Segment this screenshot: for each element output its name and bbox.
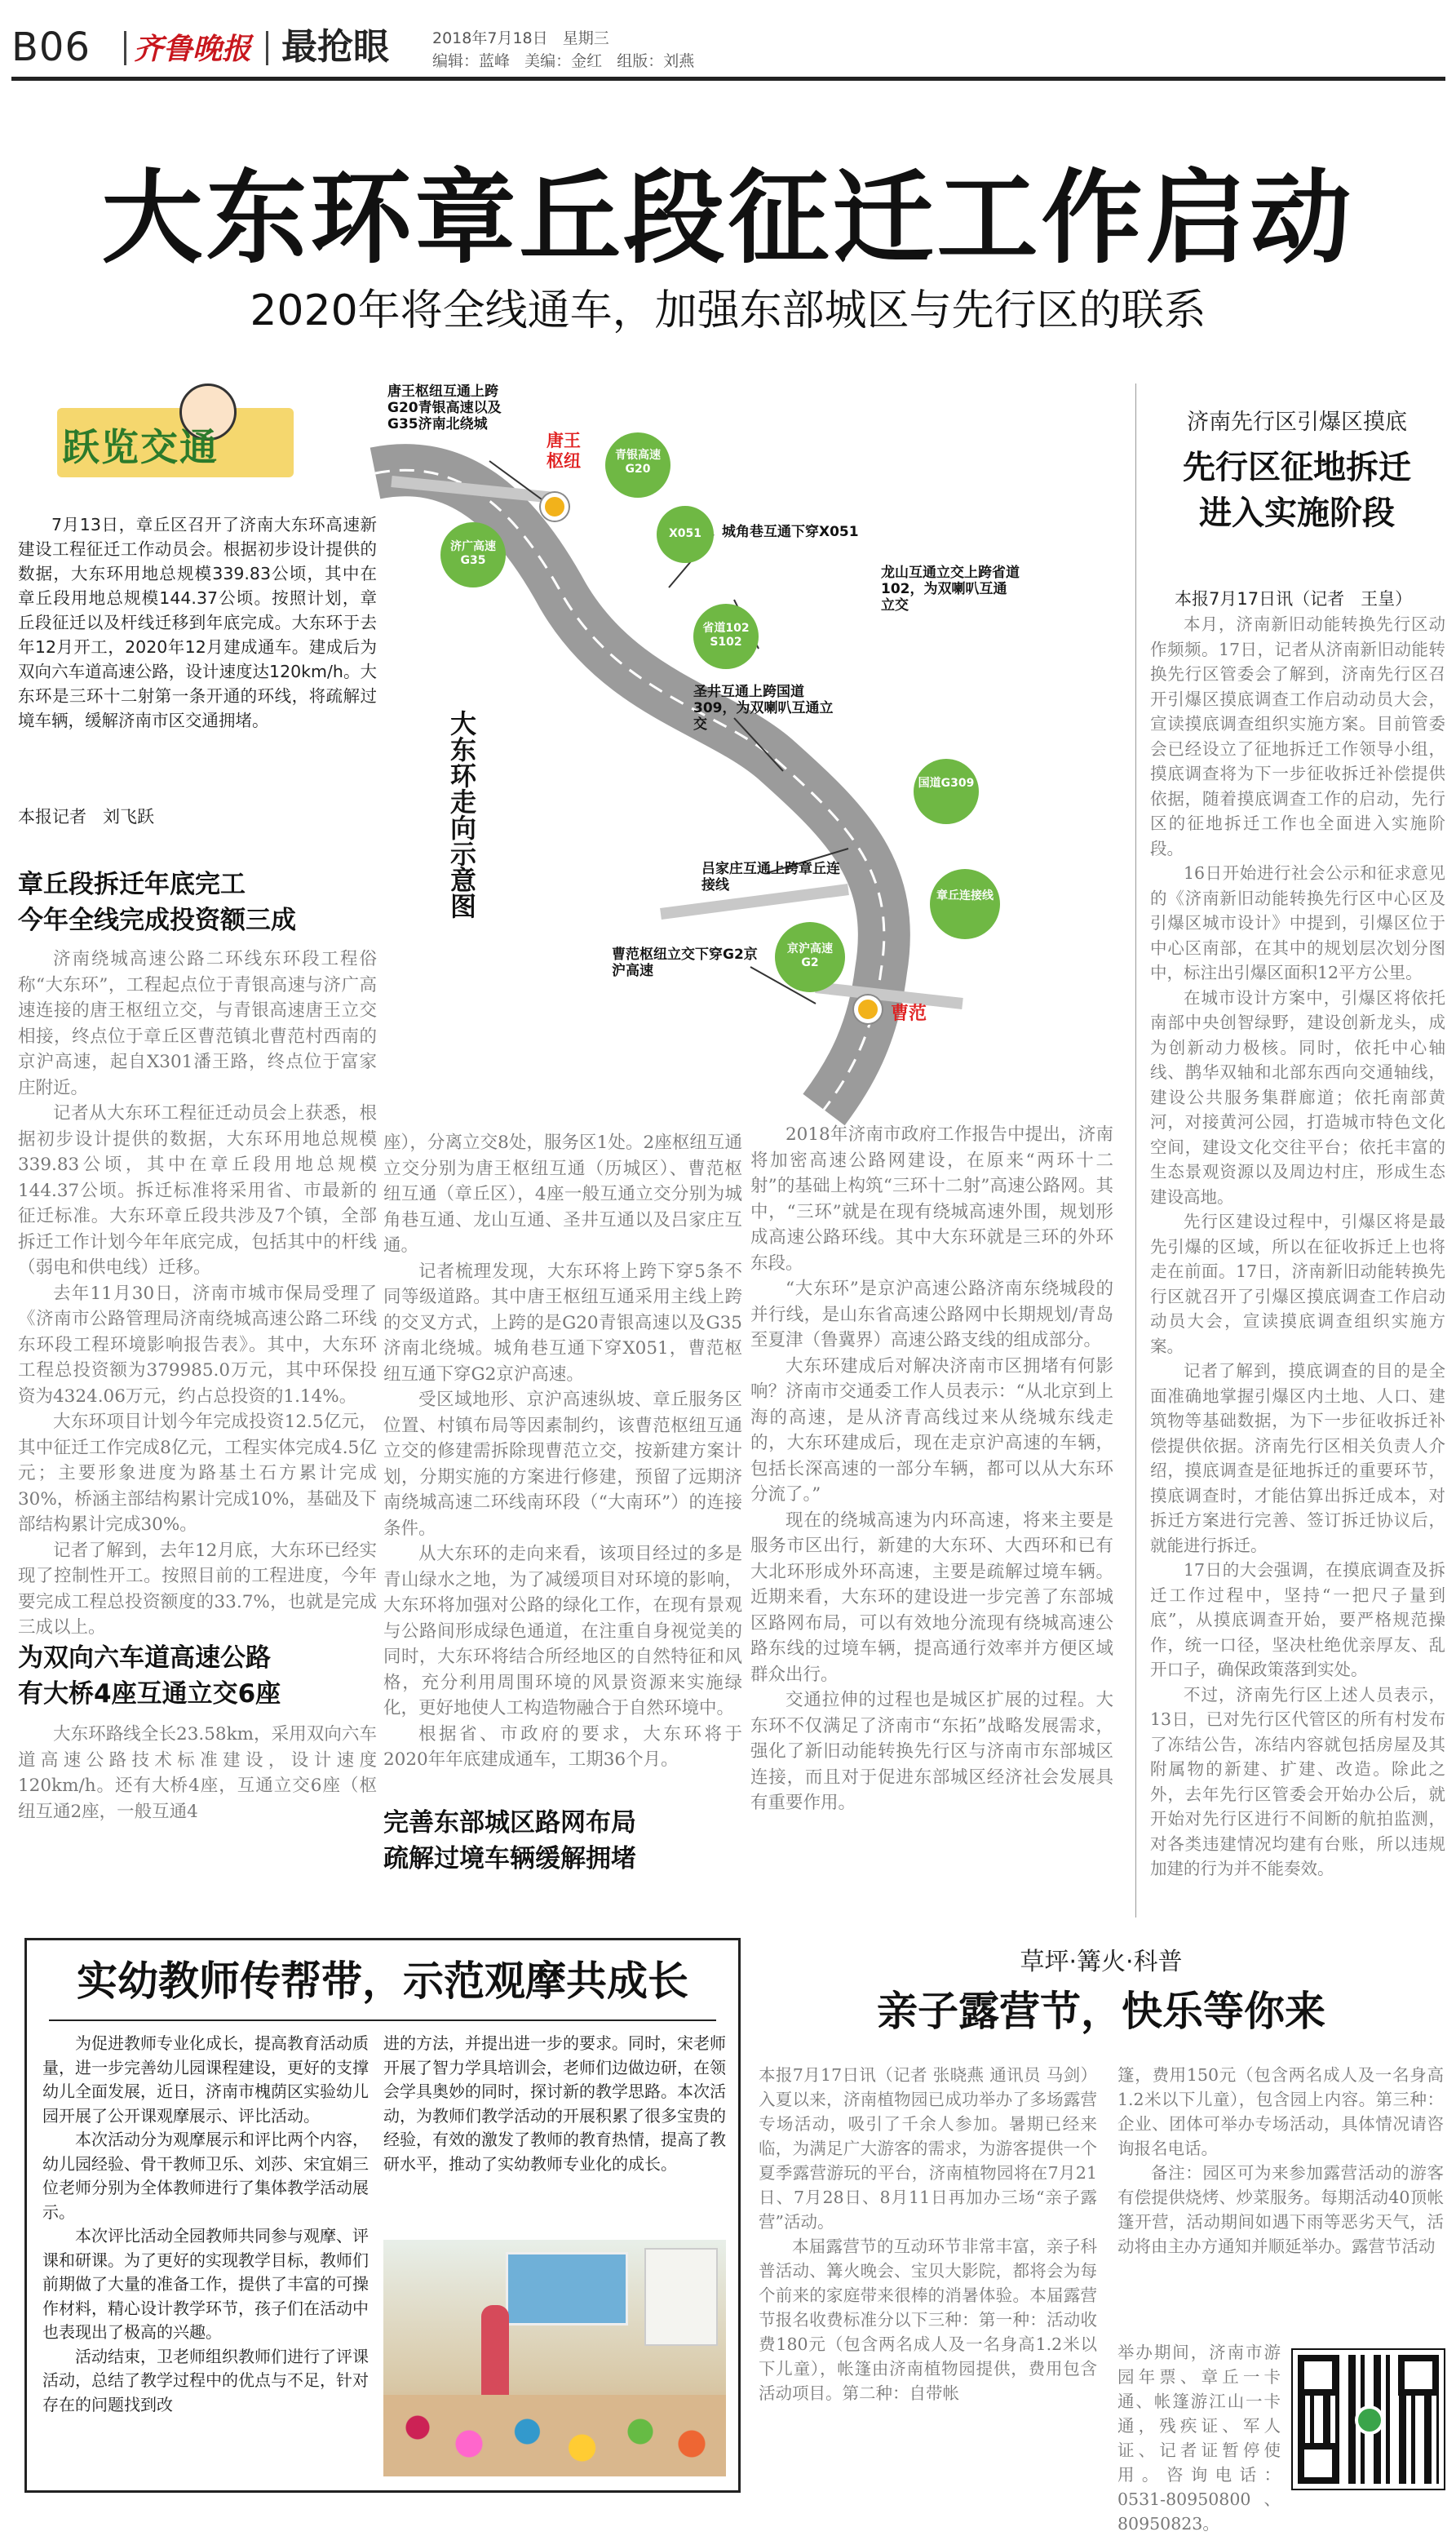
header-divider [124, 31, 126, 65]
column-logo [57, 384, 302, 485]
chengjiaoxiang-note: 城角巷互通下穿X051 [722, 524, 859, 540]
right-byline: 本报7月17日讯（记者 王皇） [1175, 589, 1413, 609]
camping-paragraph: 备注：园区可为来参加露营活动的游客有偿提供烧烤、炒菜服务。每期活动40顶帐篷开营，活动期间如遇下雨等恶劣天气，活动将由主办方通知并顺延举办。露营节活动 [1117, 2163, 1444, 2256]
kindergarten-headline: 实幼教师传帮带，示范观摩共成长 [77, 1957, 688, 2005]
col1-paragraph: 记者了解到，去年12月底，大东环已经实现了控制性开工。按照目前的工程进度，今年要完成工程总投资额度的33.7%，也就是完成三成以上。 [18, 1540, 377, 1638]
camping-col1 [759, 2063, 1097, 2405]
col1-body-2 [18, 1722, 377, 1824]
right-paragraph: 本月，济南新旧动能转换先行区动作频频。17日，记者从济南新旧动能转换先行区管委会了解到，济南先行区召开引爆区摸底调查工作启动动员大会，宣读摸底调查组织实施方案。目前管委会已经设立了征地拆迁工作领导小组，摸底调查将为下一步征收拆迁补偿提供依据，随着摸底调查工作的启动，先行区的征地拆迁工作也全面进入实施阶段。 [1150, 614, 1445, 858]
kindergarten-paragraph: 进的方法，并提出进一步的要求。同时，宋老师开展了智力学具培训会，老师们边做边研，在领会学具奥妙的同时，探讨新的教学思路。本次活动，为教师们教学活动的开展积累了很多宝贵的经验，有效的激发了教师的教育热情，提高了教研水平，推动了实幼教师专业化的成长。 [383, 2033, 726, 2174]
col3-paragraph: 交通拉伸的过程也是城区扩展的过程。大东环不仅满足了济南市“东拓”战略发展需求，强化了新旧动能转换先行区与济南市东部城区连接，而且对于促进东部城区经济社会发展具有重要作用。 [750, 1690, 1113, 1813]
main-subtitle: 2020年将全线通车，加强东部城区与先行区的联系 [250, 286, 1206, 335]
camping-paragraph: 篷，费用150元（包含两名成人及一名身高1.2米以下儿童），包含园上内容。第三种：企业、团体可举办专场活动，具体情况请咨询报名电话。 [1117, 2065, 1444, 2158]
x051-badge-label: X051 [668, 527, 702, 540]
right-paragraph: 17日的大会强调，在摸底调查及拆迁工作过程中，坚持“一把尺子量到底”，从摸底调查开始，要严格规范操作，统一口径，坚决杜绝优亲厚友、乱开口子，确保政策落到实处。 [1150, 1560, 1445, 1679]
column-divider [1135, 384, 1136, 1918]
caofan-note: 曹范枢纽立交下穿G2京沪高速 [612, 947, 758, 979]
camping-kicker: 草坪·篝火·科普 [1020, 1948, 1183, 1976]
col3-paragraph: 大东环建成后对解决济南市区拥堵有何影响？济南市交通委工作人员表示：“从北京到上海的高速，是从济青高线过来从绕城东线走的，大东环建成后，现在走京沪高速的车辆，包括长深高速的一部分车辆，都可以从大东环分流了。” [750, 1355, 1113, 1505]
classroom-photo [383, 2240, 726, 2476]
subhead-3 [383, 1805, 742, 1877]
kindergarten-paragraph: 本次评比活动全园教师共同参与观摩、评课和研课。为了更好的实现教学目标，教师们前期做了大量的准备工作，提供了丰富的可操作材料，精心设计教学环节，孩子们在活动中也表现出了极高的兴趣。 [42, 2226, 369, 2342]
col2-paragraph: 受区域地形、京沪高速纵坡、章丘服务区位置、村镇布局等因素制约，该曹范枢纽互通立交的修建需拆除现曹范立交，按新建方案计划，分期实施的方案进行修建，预留了远期济南绕城高速二环线南环段（“大南环”）的连接条件。 [383, 1390, 742, 1539]
subhead-1 [18, 867, 377, 938]
page-number: B06 [11, 24, 91, 70]
publish-date: 2018年7月18日 星期三 [432, 29, 609, 47]
tangwang-node-marker [541, 493, 569, 521]
col2-paragraph: 座），分离立交8处，服务区1处。2座枢纽互通立交分别为唐王枢纽互通（历城区）、曹范枢纽互通（章丘区），4座一般互通立交分别为城角巷互通、龙山互通、圣井互通以及吕家庄互通。 [383, 1133, 742, 1256]
camping-paragraph: 本届露营节的互动环节非常丰富，亲子科普活动、篝火晚会、宝贝大影院，都将会为每个前来的家庭带来很棒的消暑体验。本届露营节报名收费标准分以下三种：第一种：活动收费180元（包含两名成人及一名身高1.2米以下儿童），帐篷由济南植物园提供，费用包含活动项目。第二种：自带帐 [759, 2237, 1097, 2403]
route-map [387, 384, 1060, 1110]
projector-screen [506, 2252, 628, 2325]
right-headline-line2: 进入实施阶段 [1199, 494, 1395, 532]
qingyin-badge-label: 青银高速G20 [615, 449, 661, 476]
camping-paragraph: 本报7月17日讯（记者 张晓燕 通讯员 马剑） 入夏以来，济南植物园已成功举办了多场露营专场活动，吸引了千余人参加。暑期已经来临，为满足广大游客的需求，为游客提供一个夏季露营游玩的平台，济南植物园将在7月21日、7月28日、8月11日再加办三场“亲子露营”活动。 [759, 2065, 1097, 2232]
main-headline: 大东环章丘段征迁工作启动 [101, 160, 1355, 277]
right-article-body [1150, 612, 1445, 1882]
g309-badge-label: 国道G309 [918, 777, 975, 790]
jinghu-badge-label: 京沪高速G2 [787, 942, 833, 969]
tangwang-note: 唐王枢纽互通上跨G20青银高速以及G35济南北绕城 [387, 384, 502, 432]
subhead-3-line1: 完善东部城区路网布局 [383, 1808, 636, 1838]
col2-paragraph: 从大东环的走向来看，该项目经过的多是青山绿水之地，为了减缓项目对环境的影响，大东环将加强对公路的绿化工作，在现有景观与公路间形成绿色通道，在注重自身视觉美的同时，大东环将结合所经地区的自然特征和风格，充分利用周围环境的风景资源来实施绿化，更好地使人工构造物融合于自然环境中。 [383, 1544, 742, 1718]
longshan-note: 龙山互通立交上跨省道102，为双喇叭互通立交 [881, 565, 1020, 614]
zhangqiu-badge-label: 章丘连接线 [936, 889, 994, 902]
right-paragraph: 在城市设计方案中，引爆区将依托南部中央创智绿野，建设创新龙头，成为创新动力极核。同时，依托中心轴线、鹊华双轴和北部东西向交通轴线，建设公共服务集群廊道；依托南部黄河，对接黄河公园，打造城市特色文化空间，建设文化交往平台；依托丰富的生态景观资源以及周边村庄，形成生态建设高地。 [1150, 987, 1445, 1207]
kindergarten-headline-rule [49, 2019, 716, 2021]
subhead-3-line2: 疏解过境车辆缓解拥堵 [383, 1844, 636, 1873]
subhead-1-line2: 今年全线完成投资额三成 [18, 906, 296, 935]
qr-code [1293, 2350, 1444, 2489]
camping-col2 [1117, 2063, 1444, 2259]
kindergarten-col1 [42, 2032, 369, 2417]
qr-finder [1398, 2355, 1439, 2396]
s102-badge-label: 省道102 S102 [702, 622, 750, 649]
right-kicker: 济南先行区引爆区摸底 [1187, 410, 1407, 435]
zhangqiu-badge [930, 869, 1000, 939]
kindergarten-col2 [383, 2032, 726, 2176]
col3-body [750, 1122, 1113, 1816]
children-group [383, 2395, 726, 2476]
editor-credits: 编辑：蓝峰 美编：金红 组版：刘燕 [432, 52, 695, 70]
newspaper-logo: 齐鲁晚报 [134, 32, 252, 66]
teacher-figure [481, 2305, 509, 2403]
col2-paragraph: 记者梳理发现，大东环将上跨下穿5条不同等级道路。其中唐王枢纽互通采用主线上跨的交叉方式，上跨的是G20青银高速以及G35济南北绕城。城角巷互通下穿X051，曹范枢纽互通下穿G2京沪高速。 [383, 1261, 742, 1385]
route-map-svg [392, 384, 1060, 1110]
qr-finder [1298, 2443, 1339, 2484]
subhead-2-line1: 为双向六车道高速公路 [18, 1643, 271, 1673]
g309-badge [914, 759, 979, 824]
right-paragraph: 先行区建设过程中，引爆区将是最先引爆的区域，所以在征收拆迁上也将走在前面。17日，济南新旧动能转换先行区就召开了引爆区摸底调查工作启动动员大会，宣读摸底调查组织实施方案。 [1150, 1212, 1445, 1356]
right-headline-line1: 先行区征地拆迁 [1183, 449, 1411, 486]
camping-paragraph: 举办期间，济南市游园年票、章丘一卡通、帐篷游江山一卡通，残疾证、军人证、记者证暂停使用。咨询电话：0531-80950800、80950823。 [1117, 2343, 1281, 2534]
tangwang-label: 唐王枢纽 [547, 431, 581, 471]
subhead-1-line1: 章丘段拆迁年底完工 [18, 870, 246, 899]
header-divider [266, 31, 268, 65]
col1-paragraph: 去年11月30日，济南市城市保局受理了《济南市公路管理局济南绕城高速公路二环线东环段工程环境影响报告表》。其中，大东环工程总投资额为379985.0万元，其中环保投资为4324.06万元，约占总投资的1.14%。 [18, 1283, 377, 1407]
header-rule [11, 77, 1445, 81]
subhead-2-line2: 有大桥4座互通立交6座 [18, 1679, 281, 1709]
shengjing-note: 圣井互通上跨国道309，为双喇叭互通立交 [693, 684, 834, 733]
lead-text: 7月13日，章丘区召开了济南大东环高速新建设工程征迁工作动员会。根据初步设计提供的数据，大东环用地总规模339.83公顷，其中在章丘段用地总规模144.37公顷。按照计划，章丘段征迁以及杆线迁移到年底完成。大东环于去年12月开工，2020年12月建成通车。建成后为双向六车道高速公路，设计速度达120km/h。大东环是三环十二射第一条开通的环线，将疏解过境车辆，缓解济南市区交通拥堵。 [18, 515, 377, 730]
camping-headline: 亲子露营节，快乐等你来 [877, 1988, 1325, 2035]
qr-finder [1298, 2355, 1339, 2396]
col1-paragraph: 大东环路线全长23.58km，采用双向六车道高速公路技术标准建设，设计速度120km/h。还有大桥4座，互通立交6座（枢纽互通2座，一般互通4 [18, 1724, 377, 1822]
col1-body [18, 947, 377, 1641]
caofan-node-marker [854, 995, 882, 1023]
column-logo-text: 跃览交通 [62, 425, 219, 469]
kindergarten-paragraph: 为促进教师专业化成长，提高教育活动质量，进一步完善幼儿园课程建设，更好的支撑幼儿全面发展，近日，济南市槐荫区实验幼儿园开展了公开课观摩展示、评比活动。 [42, 2033, 369, 2126]
col1-paragraph: 济南绕城高速公路二环线东环段工程俗称“大东环”，工程起点位于青银高速与济广高速连接的唐王枢纽立交，与青银高速唐王立交相接，终点位于章丘区曹范镇北曹范村西南的京沪高速，起自X301潘王路，终点位于富家庄附近。 [18, 949, 377, 1098]
col1-paragraph: 大东环项目计划今年完成投资12.5亿元，其中征迁工作完成8亿元，工程实体完成4.5亿元；主要形象进度为路基土石方累计完成30%，桥涵主部结构累计完成10%，基础及下部结构累计完成30%。 [18, 1412, 377, 1535]
col3-paragraph: 2018年济南市政府工作报告中提出，济南将加密高速公路网建设，在原来“两环十二射”的基础上构筑“三环十二射”高速公路网。其中，“三环”就是在现有绕城高速外围，规划形成高速公路环线。其中大东环就是三环的外环东段。 [750, 1124, 1113, 1274]
lead-paragraph [18, 512, 377, 733]
col3-paragraph: “大东环”是京沪高速公路济南东绕城段的并行线，是山东省高速公路网中长期规划/青岛至夏津（鲁冀界）高速公路支线的组成部分。 [750, 1279, 1113, 1350]
camping-col2-narrow [1117, 2340, 1281, 2536]
window [644, 2248, 718, 2346]
map-vertical-title: 大东环走向示意图 [446, 710, 477, 919]
feeder-road [816, 987, 963, 1004]
kindergarten-paragraph: 本次活动分为观摩展示和评比两个内容，幼儿园经验、骨干教师卫乐、刘莎、宋宜娟三位老师分别为全体教师进行了集体教学活动展示。 [42, 2130, 369, 2222]
kindergarten-paragraph: 活动结束，卫老师组织教师们进行了评课活动，总结了教学过程中的优点与不足，针对存在的问题找到改 [42, 2346, 369, 2414]
col1-paragraph: 记者从大东环工程征迁动员会上获悉，根据初步设计提供的数据，大东环用地总规模339.83公顷，其中在章丘段用地总规模144.37公顷。拆迁标准将采用省、市最新的征迁标准。大东环章丘段共涉及7个镇，全部拆迁工作计划今年年底完成，包括其中的杆线（弱电和供电线）迁移。 [18, 1103, 377, 1278]
col3-paragraph: 现在的绕城高速为内环高速，将来主要是服务市区出行，新建的大东环、大西环和已有大北环形成外环高速，主要是疏解过境车辆。近期来看，大东环的建设进一步完善了东部城区路网布局，可以有效地分流现有绕城高速公路东线的过境车辆，提高通行效率并方便区域群众出行。 [750, 1510, 1113, 1685]
caofan-label: 曹范 [891, 1004, 927, 1024]
right-headline [1146, 445, 1448, 536]
right-paragraph: 记者了解到，摸底调查的目的是全面准确地掌握引爆区内土地、人口、建筑物等基础数据，为下一步征收拆迁补偿提供依据。济南先行区相关负责人介绍，摸底调查是征地拆迁的重要环节，摸底调查时，才能估算出拆迁成本，对拆迁方案进行完善、签订拆迁协议后，就能进行拆迁。 [1150, 1361, 1445, 1555]
jiguang-badge-label: 济广高速G35 [450, 540, 496, 567]
lvjiazhuang-note: 吕家庄互通上跨章丘连接线 [701, 861, 840, 893]
right-paragraph: 不过，济南先行区上述人员表示，13日，已对先行区代管区的所有村发布了冻结公告，冻结内容就包括房屋及其附属物的新建、扩建、改造。除此之外，去年先行区管委会开始办公后，就开始对先行区进行不间断的航拍监测，对各类违建情况均建有台账，所以违规加建的行为并不能奏效。 [1150, 1684, 1445, 1878]
lead-byline: 本报记者 刘飞跃 [18, 807, 155, 827]
col2-body [383, 1130, 742, 1773]
subhead-2 [18, 1640, 377, 1712]
section-name: 最抢眼 [281, 26, 389, 68]
right-paragraph: 16日开始进行社会公示和征求意见的《济南新旧动能转换先行区中心区及引爆区城市设计》中提到，引爆区位于中心区南部，在其中的规划层次划分图中，标注出引爆区面积12平方公里。 [1150, 863, 1445, 982]
qr-logo-icon [1355, 2405, 1384, 2435]
col2-paragraph: 根据省、市政府的要求，大东环将于2020年年底建成通车，工期36个月。 [383, 1723, 742, 1770]
